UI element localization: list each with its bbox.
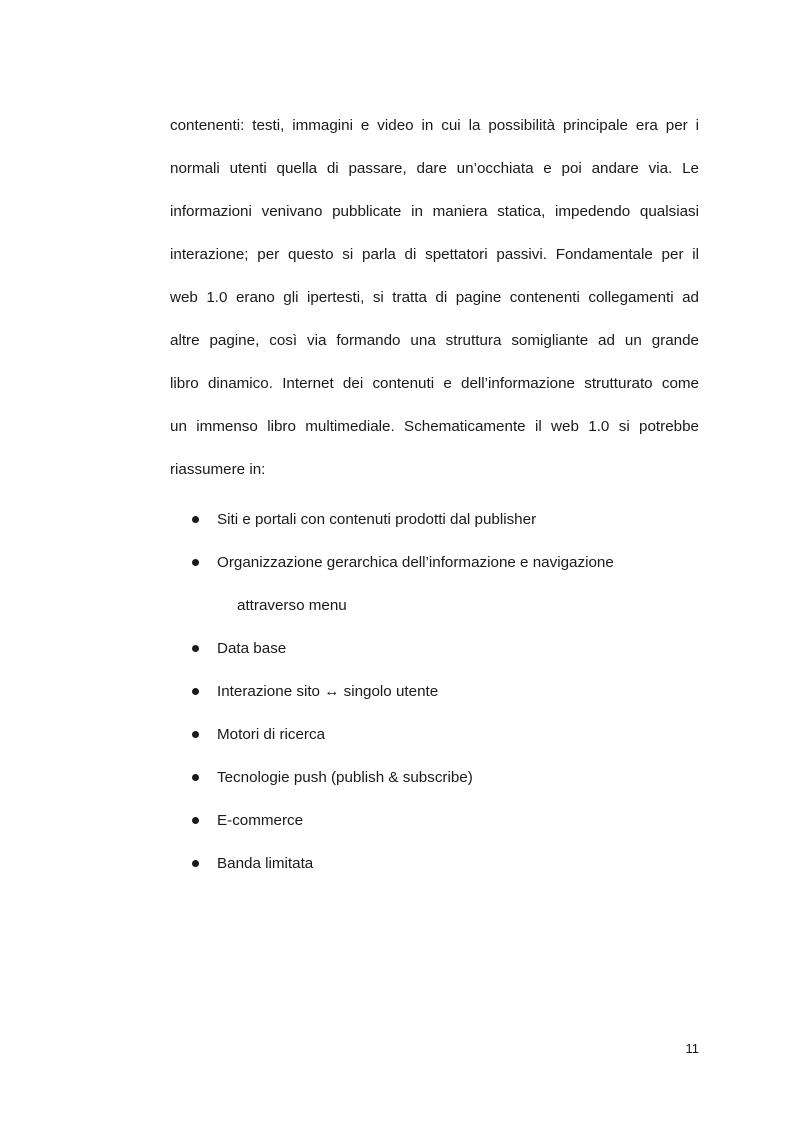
body-paragraph [170, 104, 699, 491]
bullet-icon [192, 645, 199, 652]
paragraph-line: normali utenti quella di passare, dare un’occhiata e poi andare via. Le [170, 160, 699, 177]
paragraph-line: web 1.0 erano gli ipertesti, si tratta di pagine contenenti collegamenti ad [170, 289, 699, 306]
list-item-text: Tecnologie push (publish & subscribe) [217, 769, 473, 786]
bullet-list [188, 498, 708, 885]
list-item-text: Banda limitata [217, 855, 314, 872]
list-item [188, 799, 708, 842]
bullet-icon [192, 860, 199, 867]
bullet-icon [192, 774, 199, 781]
list-item [188, 842, 708, 885]
bullet-icon [192, 731, 199, 738]
paragraph-line: riassumere in: [170, 461, 266, 478]
list-item [188, 541, 708, 627]
list-item [188, 713, 708, 756]
list-item [188, 670, 708, 713]
paragraph-line: libro dinamico. Internet dei contenuti e dell’informazione strutturato come [170, 375, 699, 392]
bullet-icon [192, 688, 199, 695]
paragraph-line: informazioni venivano pubblicate in maniera statica, impedendo qualsiasi [170, 203, 699, 220]
bullet-icon [192, 559, 199, 566]
list-item [188, 756, 708, 799]
paragraph-line: altre pagine, così via formando una struttura somigliante ad un grande [170, 332, 699, 349]
paragraph-line: interazione; per questo si parla di spettatori passivi. Fondamentale per il [170, 246, 699, 263]
list-item-text: Data base [217, 640, 287, 657]
list-item-text: E-commerce [217, 812, 304, 829]
paragraph-line: contenenti: testi, immagini e video in cui la possibilità principale era per i [170, 117, 699, 134]
paragraph-line: un immenso libro multimediale. Schematicamente il web 1.0 si potrebbe [170, 418, 699, 435]
bullet-icon [192, 516, 199, 523]
list-item-text: Interazione sito ↔ singolo utente [217, 683, 439, 700]
list-item-text: Organizzazione gerarchica dell’informazione e navigazione [217, 554, 614, 571]
bullet-icon [192, 817, 199, 824]
list-item-text: Motori di ricerca [217, 726, 326, 743]
list-item-continuation: attraverso menu [237, 597, 347, 614]
page-number: 11 [685, 1041, 699, 1056]
list-item [188, 627, 708, 670]
list-item-text: Siti e portali con contenuti prodotti dal publisher [217, 511, 537, 528]
list-item [188, 498, 708, 541]
